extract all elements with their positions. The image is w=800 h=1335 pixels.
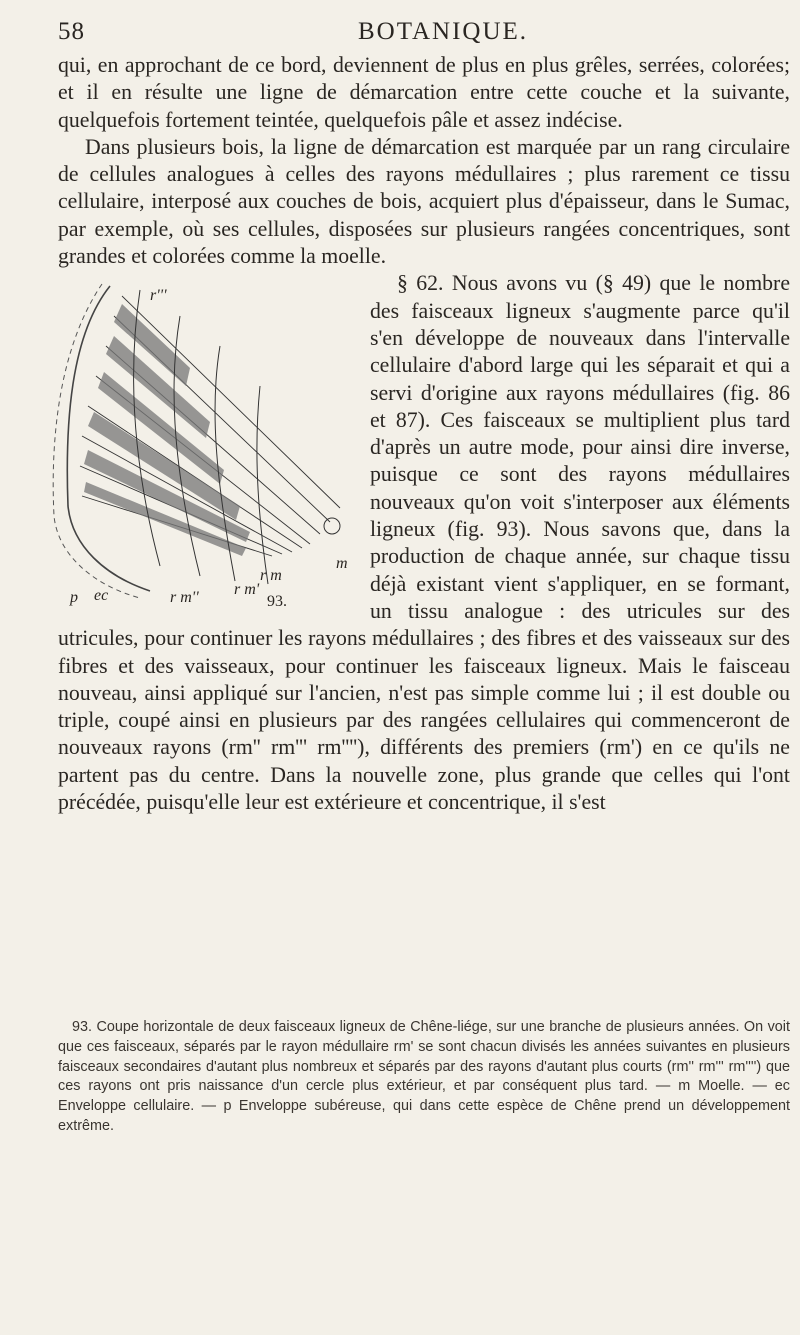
label-rm3: r m' <box>234 581 260 599</box>
body-text <box>58 52 790 816</box>
label-p: p <box>70 589 78 607</box>
wood-section-illustration <box>10 276 350 606</box>
running-head: BOTANIQUE. <box>358 18 529 45</box>
paragraph-2: Dans plusieurs bois, la ligne de démarcation est marquée par un rang circulaire de cellules analogues à celles des rayons médullaires ; plus rarement ce tissu cellulaire, interposé aux couches de bois, acquiert plus d'épaisseur, dans le Sumac, par exemple, où ses cellules, disposées sur plusieurs rangées concentriques, sont grandes et colorées comme la moelle. <box>58 134 790 269</box>
caption-text: 93. Coupe horizontale de deux faisceaux ligneux de Chêne-liége, sur une branche de plusieurs années. On voit que ces faisceaux, séparés par le rayon médullaire rm' se sont chacun divisés les années suivantes en plusieurs faisceaux secondaires d'autant plus nombreux et séparés par des rayons d'autant plus courts (rm'' rm''' rm'''') que ces rayons ont pris naissance d'un cercle plus extérieur, et par conséquent plus tard. — m Moelle. — ec Enveloppe cellulaire. — p Enveloppe subéreuse, qui dans cette espèce de Chêne prend un développement extrême. <box>58 1019 790 1134</box>
page-number: 58 <box>58 18 85 45</box>
figure-caption <box>58 1018 790 1137</box>
label-rm2: r m'' <box>170 589 199 607</box>
page-header <box>58 18 760 50</box>
label-top: r''' <box>150 287 167 305</box>
label-rm4: r m <box>260 567 282 585</box>
label-m: m <box>336 555 348 573</box>
paragraph-3 <box>58 270 790 816</box>
label-ec: ec <box>94 587 109 605</box>
figure-number: 93. <box>267 593 287 611</box>
paragraph-3-text: § 62. Nous avons vu (§ 49) que le nombre des faisceaux ligneux s'augmente parce qu'il s'en développe de nouveaux dans l'intervalle cellulaire d'abord large qui les séparait et qui a servi d'origine aux rayons médullaires (fig. 86 et 87). Ces faisceaux se multiplient plus tard d'après un autre mode, pour ainsi dire inverse, puisque ce sont des rayons médullaires nouveaux qu'on voit s'interposer aux éléments ligneux (fig. 93). Nous savons que, dans la production de chaque année, sur chaque tissu déjà existant vient s'appliquer, en se formant, un tissu analogue : des utricules sur des utricules, pour continuer les rayons médullaires ; des fibres et des vaisseaux sur des fibres et des vaisseaux, pour continuer les faisceaux ligneux. Mais le faisceau nouveau, ainsi appliqué sur l'ancien, n'est pas simple comme lui ; il est double ou triple, coupé ainsi en plusieurs par des rangées cellulaires qui commenceront de nouveaux rayons (rm'' rm''' rm''''), différents des premiers (rm') en ce qu'ils ne partent pas du centre. Dans la nouvelle zone, plus grande que celles qui l'ont précédée, puisqu'elle leur est extérieure et concentrique, il s'est <box>58 271 790 815</box>
paragraph-1: qui, en approchant de ce bord, deviennent de plus en plus grêles, serrées, colorées; et il en résulte une ligne de démarcation entre cette couche et la suivante, quelquefois fortement teintée, quelquefois pâle et assez indécise. <box>58 53 790 132</box>
figure-93 <box>10 276 350 611</box>
